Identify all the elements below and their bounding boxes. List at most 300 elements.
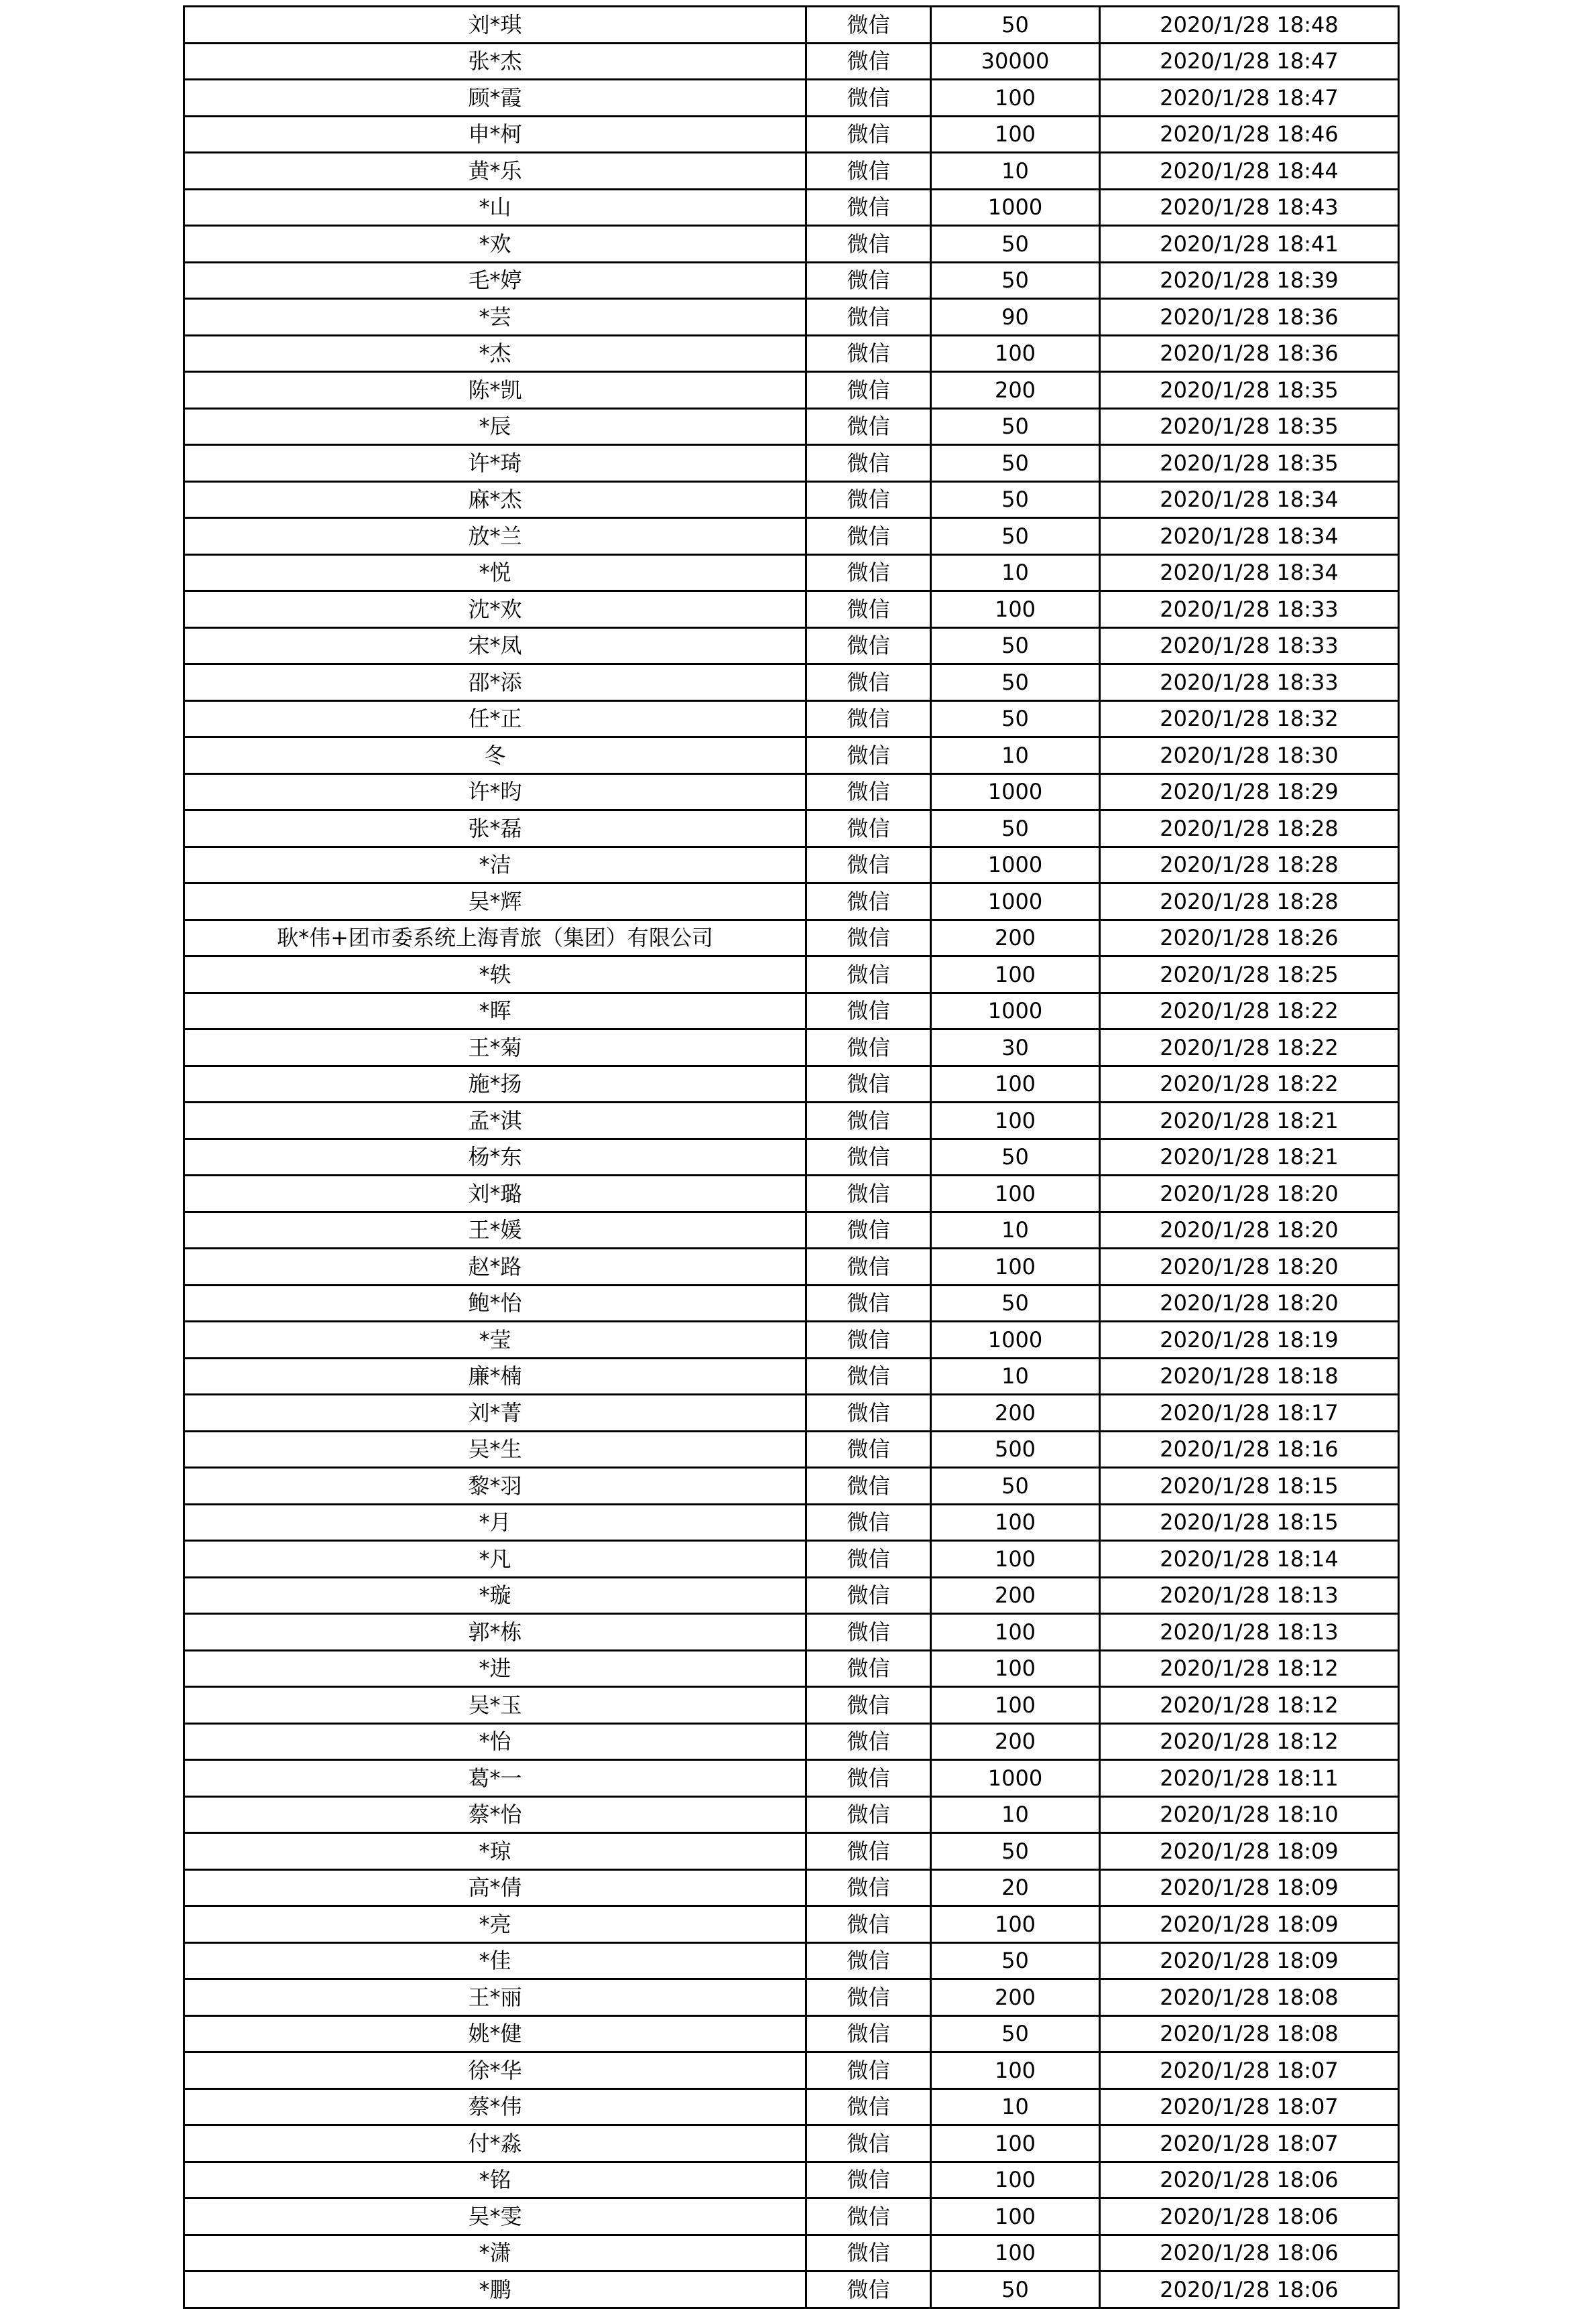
payment-method-cell: 微信 [806, 2125, 931, 2162]
donation-time-cell: 2020/1/28 18:13 [1100, 1614, 1399, 1651]
amount-cell: 200 [931, 1577, 1100, 1614]
donor-name-cell: 吴*雯 [184, 2198, 806, 2235]
donor-name-cell: 沈*欢 [184, 591, 806, 628]
amount-cell: 100 [931, 591, 1100, 628]
donation-time-cell: 2020/1/28 18:30 [1100, 737, 1399, 774]
donation-time-cell: 2020/1/28 18:08 [1100, 1979, 1399, 2016]
amount-cell: 100 [931, 1906, 1100, 1943]
payment-method-cell: 微信 [806, 1760, 931, 1797]
table-row [184, 2125, 1399, 2162]
donation-time-cell: 2020/1/28 18:09 [1100, 1833, 1399, 1870]
amount-cell: 1000 [931, 993, 1100, 1029]
payment-method-cell: 微信 [806, 2271, 931, 2308]
payment-method-cell: 微信 [806, 773, 931, 810]
donor-name-cell: 张*磊 [184, 810, 806, 847]
donor-name-cell: 黎*羽 [184, 1468, 806, 1505]
payment-method-cell: 微信 [806, 956, 931, 993]
amount-cell: 50 [931, 627, 1100, 664]
payment-method-cell: 微信 [806, 153, 931, 190]
table-row [184, 1468, 1399, 1505]
amount-cell: 50 [931, 810, 1100, 847]
donation-time-cell: 2020/1/28 18:16 [1100, 1431, 1399, 1468]
donation-time-cell: 2020/1/28 18:14 [1100, 1541, 1399, 1578]
payment-method-cell: 微信 [806, 2015, 931, 2052]
donor-name-cell: 黄*乐 [184, 153, 806, 190]
payment-method-cell: 微信 [806, 1395, 931, 1432]
donation-time-cell: 2020/1/28 18:29 [1100, 773, 1399, 810]
donor-name-cell: 吴*玉 [184, 1687, 806, 1724]
table-row [184, 1833, 1399, 1870]
donation-time-cell: 2020/1/28 18:07 [1100, 2125, 1399, 2162]
donation-table-body [184, 7, 1399, 2308]
donor-name-cell: 刘*璐 [184, 1176, 806, 1212]
payment-method-cell: 微信 [806, 1285, 931, 1322]
donor-name-cell: 毛*婷 [184, 262, 806, 299]
table-row [184, 554, 1399, 591]
donor-name-cell: *晖 [184, 993, 806, 1029]
donor-name-cell: 许*昀 [184, 773, 806, 810]
amount-cell: 50 [931, 1833, 1100, 1870]
payment-method-cell: 微信 [806, 2088, 931, 2125]
table-row [184, 1869, 1399, 1906]
donation-time-cell: 2020/1/28 18:06 [1100, 2198, 1399, 2235]
amount-cell: 50 [931, 7, 1100, 44]
payment-method-cell: 微信 [806, 262, 931, 299]
table-row [184, 773, 1399, 810]
table-row [184, 920, 1399, 956]
donation-time-cell: 2020/1/28 18:20 [1100, 1285, 1399, 1322]
table-row [184, 1796, 1399, 1833]
donation-time-cell: 2020/1/28 18:28 [1100, 810, 1399, 847]
donation-time-cell: 2020/1/28 18:06 [1100, 2235, 1399, 2271]
payment-method-cell: 微信 [806, 1869, 931, 1906]
payment-method-cell: 微信 [806, 664, 931, 701]
amount-cell: 100 [931, 1687, 1100, 1724]
donation-time-cell: 2020/1/28 18:33 [1100, 627, 1399, 664]
donation-time-cell: 2020/1/28 18:41 [1100, 226, 1399, 263]
payment-method-cell: 微信 [806, 445, 931, 482]
amount-cell: 10 [931, 1212, 1100, 1249]
amount-cell: 100 [931, 2125, 1100, 2162]
donor-name-cell: *轶 [184, 956, 806, 993]
table-row [184, 299, 1399, 336]
amount-cell: 200 [931, 1723, 1100, 1760]
table-row [184, 883, 1399, 920]
amount-cell: 10 [931, 1796, 1100, 1833]
amount-cell: 1000 [931, 1760, 1100, 1797]
payment-method-cell: 微信 [806, 1833, 931, 1870]
payment-method-cell: 微信 [806, 1614, 931, 1651]
table-row [184, 1687, 1399, 1724]
table-row [184, 1176, 1399, 1212]
table-row [184, 1322, 1399, 1359]
table-row [184, 2015, 1399, 2052]
amount-cell: 200 [931, 920, 1100, 956]
donation-time-cell: 2020/1/28 18:09 [1100, 1869, 1399, 1906]
payment-method-cell: 微信 [806, 189, 931, 226]
donor-name-cell: 吴*辉 [184, 883, 806, 920]
donor-name-cell: 放*兰 [184, 518, 806, 555]
payment-method-cell: 微信 [806, 1322, 931, 1359]
table-row [184, 1979, 1399, 2016]
payment-method-cell: 微信 [806, 883, 931, 920]
donation-time-cell: 2020/1/28 18:28 [1100, 847, 1399, 883]
donor-name-cell: 张*杰 [184, 43, 806, 80]
donation-time-cell: 2020/1/28 18:36 [1100, 299, 1399, 336]
donation-time-cell: 2020/1/28 18:15 [1100, 1504, 1399, 1541]
donor-name-cell: 耿*伟+团市委系统上海青旅（集团）有限公司 [184, 920, 806, 956]
donor-name-cell: 刘*琪 [184, 7, 806, 44]
amount-cell: 100 [931, 1504, 1100, 1541]
payment-method-cell: 微信 [806, 627, 931, 664]
payment-method-cell: 微信 [806, 700, 931, 737]
table-row [184, 1395, 1399, 1432]
donor-name-cell: 徐*华 [184, 2052, 806, 2089]
donation-time-cell: 2020/1/28 18:10 [1100, 1796, 1399, 1833]
donor-name-cell: 陈*凯 [184, 372, 806, 409]
payment-method-cell: 微信 [806, 1650, 931, 1687]
amount-cell: 50 [931, 262, 1100, 299]
amount-cell: 10 [931, 2088, 1100, 2125]
amount-cell: 100 [931, 80, 1100, 117]
donor-name-cell: 刘*菁 [184, 1395, 806, 1432]
donation-time-cell: 2020/1/28 18:33 [1100, 591, 1399, 628]
donor-name-cell: *洁 [184, 847, 806, 883]
donation-time-cell: 2020/1/28 18:20 [1100, 1176, 1399, 1212]
amount-cell: 1000 [931, 189, 1100, 226]
table-row [184, 1723, 1399, 1760]
table-row [184, 2088, 1399, 2125]
donation-time-cell: 2020/1/28 18:35 [1100, 408, 1399, 445]
table-row [184, 1577, 1399, 1614]
donation-time-cell: 2020/1/28 18:28 [1100, 883, 1399, 920]
table-row [184, 1431, 1399, 1468]
table-row [184, 1906, 1399, 1943]
donor-name-cell: 蔡*怡 [184, 1796, 806, 1833]
donor-name-cell: 葛*一 [184, 1760, 806, 1797]
payment-method-cell: 微信 [806, 554, 931, 591]
amount-cell: 1000 [931, 773, 1100, 810]
donor-name-cell: 赵*路 [184, 1249, 806, 1286]
donation-time-cell: 2020/1/28 18:22 [1100, 1029, 1399, 1066]
amount-cell: 100 [931, 1066, 1100, 1103]
table-row [184, 153, 1399, 190]
donation-time-cell: 2020/1/28 18:07 [1100, 2088, 1399, 2125]
payment-method-cell: 微信 [806, 847, 931, 883]
donor-name-cell: *杰 [184, 335, 806, 372]
amount-cell: 50 [931, 408, 1100, 445]
donor-name-cell: 王*菊 [184, 1029, 806, 1066]
donor-name-cell: *怡 [184, 1723, 806, 1760]
payment-method-cell: 微信 [806, 1212, 931, 1249]
donation-time-cell: 2020/1/28 18:47 [1100, 43, 1399, 80]
donation-time-cell: 2020/1/28 18:33 [1100, 664, 1399, 701]
donor-name-cell: *佳 [184, 1942, 806, 1979]
payment-method-cell: 微信 [806, 1139, 931, 1176]
donation-time-cell: 2020/1/28 18:35 [1100, 372, 1399, 409]
amount-cell: 100 [931, 1614, 1100, 1651]
payment-method-cell: 微信 [806, 1103, 931, 1139]
table-row [184, 43, 1399, 80]
table-row [184, 664, 1399, 701]
donor-name-cell: 申*柯 [184, 116, 806, 153]
donation-time-cell: 2020/1/28 18:08 [1100, 2015, 1399, 2052]
donation-time-cell: 2020/1/28 18:36 [1100, 335, 1399, 372]
table-row [184, 591, 1399, 628]
donation-time-cell: 2020/1/28 18:48 [1100, 7, 1399, 44]
donor-name-cell: *璇 [184, 1577, 806, 1614]
amount-cell: 100 [931, 1541, 1100, 1578]
payment-method-cell: 微信 [806, 1066, 931, 1103]
payment-method-cell: 微信 [806, 518, 931, 555]
table-row [184, 2235, 1399, 2271]
amount-cell: 30 [931, 1029, 1100, 1066]
payment-method-cell: 微信 [806, 226, 931, 263]
payment-method-cell: 微信 [806, 1723, 931, 1760]
donor-name-cell: 麻*杰 [184, 481, 806, 518]
table-row [184, 1249, 1399, 1286]
donation-time-cell: 2020/1/28 18:20 [1100, 1249, 1399, 1286]
donor-name-cell: 许*琦 [184, 445, 806, 482]
table-row [184, 226, 1399, 263]
donation-time-cell: 2020/1/28 18:12 [1100, 1650, 1399, 1687]
donor-name-cell: 施*扬 [184, 1066, 806, 1103]
donation-time-cell: 2020/1/28 18:26 [1100, 920, 1399, 956]
payment-method-cell: 微信 [806, 299, 931, 336]
payment-method-cell: 微信 [806, 1541, 931, 1578]
amount-cell: 10 [931, 554, 1100, 591]
table-row [184, 372, 1399, 409]
table-row [184, 335, 1399, 372]
donor-name-cell: 蔡*伟 [184, 2088, 806, 2125]
payment-method-cell: 微信 [806, 591, 931, 628]
donor-name-cell: *悦 [184, 554, 806, 591]
table-row [184, 737, 1399, 774]
table-row [184, 518, 1399, 555]
donor-name-cell: 姚*健 [184, 2015, 806, 2052]
amount-cell: 100 [931, 1249, 1100, 1286]
payment-method-cell: 微信 [806, 1504, 931, 1541]
payment-method-cell: 微信 [806, 1358, 931, 1395]
donation-time-cell: 2020/1/28 18:15 [1100, 1468, 1399, 1505]
amount-cell: 50 [931, 445, 1100, 482]
donor-name-cell: 付*淼 [184, 2125, 806, 2162]
table-row [184, 956, 1399, 993]
donation-time-cell: 2020/1/28 18:25 [1100, 956, 1399, 993]
payment-method-cell: 微信 [806, 2162, 931, 2198]
donor-name-cell: 王*媛 [184, 1212, 806, 1249]
donor-name-cell: *凡 [184, 1541, 806, 1578]
amount-cell: 50 [931, 518, 1100, 555]
donation-time-cell: 2020/1/28 18:21 [1100, 1139, 1399, 1176]
table-row [184, 7, 1399, 44]
table-row [184, 116, 1399, 153]
amount-cell: 200 [931, 372, 1100, 409]
table-row [184, 1541, 1399, 1578]
table-row [184, 1066, 1399, 1103]
table-row [184, 1650, 1399, 1687]
table-row [184, 481, 1399, 518]
table-row [184, 2162, 1399, 2198]
donation-time-cell: 2020/1/28 18:34 [1100, 554, 1399, 591]
donor-name-cell: 吴*生 [184, 1431, 806, 1468]
amount-cell: 30000 [931, 43, 1100, 80]
amount-cell: 100 [931, 2198, 1100, 2235]
donor-name-cell: *潇 [184, 2235, 806, 2271]
donation-time-cell: 2020/1/28 18:34 [1100, 481, 1399, 518]
payment-method-cell: 微信 [806, 1796, 931, 1833]
payment-method-cell: 微信 [806, 116, 931, 153]
donation-time-cell: 2020/1/28 18:35 [1100, 445, 1399, 482]
donation-time-cell: 2020/1/28 18:34 [1100, 518, 1399, 555]
donation-time-cell: 2020/1/28 18:12 [1100, 1687, 1399, 1724]
amount-cell: 50 [931, 664, 1100, 701]
amount-cell: 50 [931, 226, 1100, 263]
amount-cell: 50 [931, 2015, 1100, 2052]
donor-name-cell: 任*正 [184, 700, 806, 737]
table-row [184, 627, 1399, 664]
table-row [184, 1029, 1399, 1066]
amount-cell: 50 [931, 700, 1100, 737]
payment-method-cell: 微信 [806, 1906, 931, 1943]
amount-cell: 20 [931, 1869, 1100, 1906]
table-row [184, 189, 1399, 226]
donor-name-cell: 邵*添 [184, 664, 806, 701]
payment-method-cell: 微信 [806, 372, 931, 409]
donor-name-cell: *琼 [184, 1833, 806, 1870]
amount-cell: 500 [931, 1431, 1100, 1468]
donation-time-cell: 2020/1/28 18:19 [1100, 1322, 1399, 1359]
amount-cell: 200 [931, 1395, 1100, 1432]
payment-method-cell: 微信 [806, 993, 931, 1029]
table-row [184, 1760, 1399, 1797]
donation-time-cell: 2020/1/28 18:22 [1100, 1066, 1399, 1103]
payment-method-cell: 微信 [806, 80, 931, 117]
table-row [184, 445, 1399, 482]
amount-cell: 10 [931, 737, 1100, 774]
donation-time-cell: 2020/1/28 18:46 [1100, 116, 1399, 153]
table-row [184, 1358, 1399, 1395]
donor-name-cell: *月 [184, 1504, 806, 1541]
donation-time-cell: 2020/1/28 18:18 [1100, 1358, 1399, 1395]
amount-cell: 100 [931, 1176, 1100, 1212]
donation-time-cell: 2020/1/28 18:06 [1100, 2271, 1399, 2308]
table-row [184, 993, 1399, 1029]
amount-cell: 1000 [931, 883, 1100, 920]
payment-method-cell: 微信 [806, 737, 931, 774]
payment-method-cell: 微信 [806, 920, 931, 956]
payment-method-cell: 微信 [806, 1249, 931, 1286]
donor-name-cell: *进 [184, 1650, 806, 1687]
table-row [184, 1212, 1399, 1249]
donation-time-cell: 2020/1/28 18:32 [1100, 700, 1399, 737]
payment-method-cell: 微信 [806, 1468, 931, 1505]
payment-method-cell: 微信 [806, 408, 931, 445]
payment-method-cell: 微信 [806, 43, 931, 80]
payment-method-cell: 微信 [806, 1029, 931, 1066]
amount-cell: 90 [931, 299, 1100, 336]
donation-time-cell: 2020/1/28 18:07 [1100, 2052, 1399, 2089]
donor-name-cell: *鹏 [184, 2271, 806, 2308]
amount-cell: 50 [931, 1139, 1100, 1176]
amount-cell: 50 [931, 2271, 1100, 2308]
table-row [184, 2052, 1399, 2089]
donation-time-cell: 2020/1/28 18:39 [1100, 262, 1399, 299]
payment-method-cell: 微信 [806, 481, 931, 518]
amount-cell: 100 [931, 1650, 1100, 1687]
donor-name-cell: 廉*楠 [184, 1358, 806, 1395]
donor-name-cell: 冬 [184, 737, 806, 774]
donor-name-cell: 鲍*怡 [184, 1285, 806, 1322]
donation-table [183, 5, 1400, 2309]
amount-cell: 100 [931, 956, 1100, 993]
payment-method-cell: 微信 [806, 7, 931, 44]
amount-cell: 1000 [931, 1322, 1100, 1359]
amount-cell: 10 [931, 1358, 1100, 1395]
donor-name-cell: *芸 [184, 299, 806, 336]
donation-time-cell: 2020/1/28 18:13 [1100, 1577, 1399, 1614]
donor-name-cell: *辰 [184, 408, 806, 445]
amount-cell: 50 [931, 1468, 1100, 1505]
donor-name-cell: 杨*东 [184, 1139, 806, 1176]
donor-name-cell: *山 [184, 189, 806, 226]
donation-time-cell: 2020/1/28 18:43 [1100, 189, 1399, 226]
payment-method-cell: 微信 [806, 1577, 931, 1614]
donation-time-cell: 2020/1/28 18:12 [1100, 1723, 1399, 1760]
table-row [184, 1139, 1399, 1176]
donation-time-cell: 2020/1/28 18:09 [1100, 1942, 1399, 1979]
amount-cell: 100 [931, 2235, 1100, 2271]
table-row [184, 262, 1399, 299]
table-row [184, 1614, 1399, 1651]
table-row [184, 700, 1399, 737]
donation-time-cell: 2020/1/28 18:17 [1100, 1395, 1399, 1432]
donor-name-cell: 郭*栋 [184, 1614, 806, 1651]
donation-time-cell: 2020/1/28 18:20 [1100, 1212, 1399, 1249]
table-row [184, 1103, 1399, 1139]
amount-cell: 50 [931, 481, 1100, 518]
donor-name-cell: 孟*淇 [184, 1103, 806, 1139]
donation-time-cell: 2020/1/28 18:09 [1100, 1906, 1399, 1943]
donation-time-cell: 2020/1/28 18:11 [1100, 1760, 1399, 1797]
amount-cell: 200 [931, 1979, 1100, 2016]
donor-name-cell: *铭 [184, 2162, 806, 2198]
payment-method-cell: 微信 [806, 1979, 931, 2016]
table-row [184, 1504, 1399, 1541]
donor-name-cell: *欢 [184, 226, 806, 263]
amount-cell: 50 [931, 1942, 1100, 1979]
donor-name-cell: 宋*凤 [184, 627, 806, 664]
donor-name-cell: 高*倩 [184, 1869, 806, 1906]
payment-method-cell: 微信 [806, 1431, 931, 1468]
payment-method-cell: 微信 [806, 1687, 931, 1724]
donation-time-cell: 2020/1/28 18:44 [1100, 153, 1399, 190]
table-row [184, 810, 1399, 847]
donor-name-cell: *莹 [184, 1322, 806, 1359]
table-row [184, 847, 1399, 883]
payment-method-cell: 微信 [806, 1942, 931, 1979]
donor-name-cell: 王*丽 [184, 1979, 806, 2016]
amount-cell: 10 [931, 153, 1100, 190]
amount-cell: 50 [931, 1285, 1100, 1322]
donor-name-cell: *亮 [184, 1906, 806, 1943]
amount-cell: 100 [931, 116, 1100, 153]
table-row [184, 1942, 1399, 1979]
amount-cell: 100 [931, 2052, 1100, 2089]
payment-method-cell: 微信 [806, 2198, 931, 2235]
table-row [184, 408, 1399, 445]
amount-cell: 100 [931, 335, 1100, 372]
